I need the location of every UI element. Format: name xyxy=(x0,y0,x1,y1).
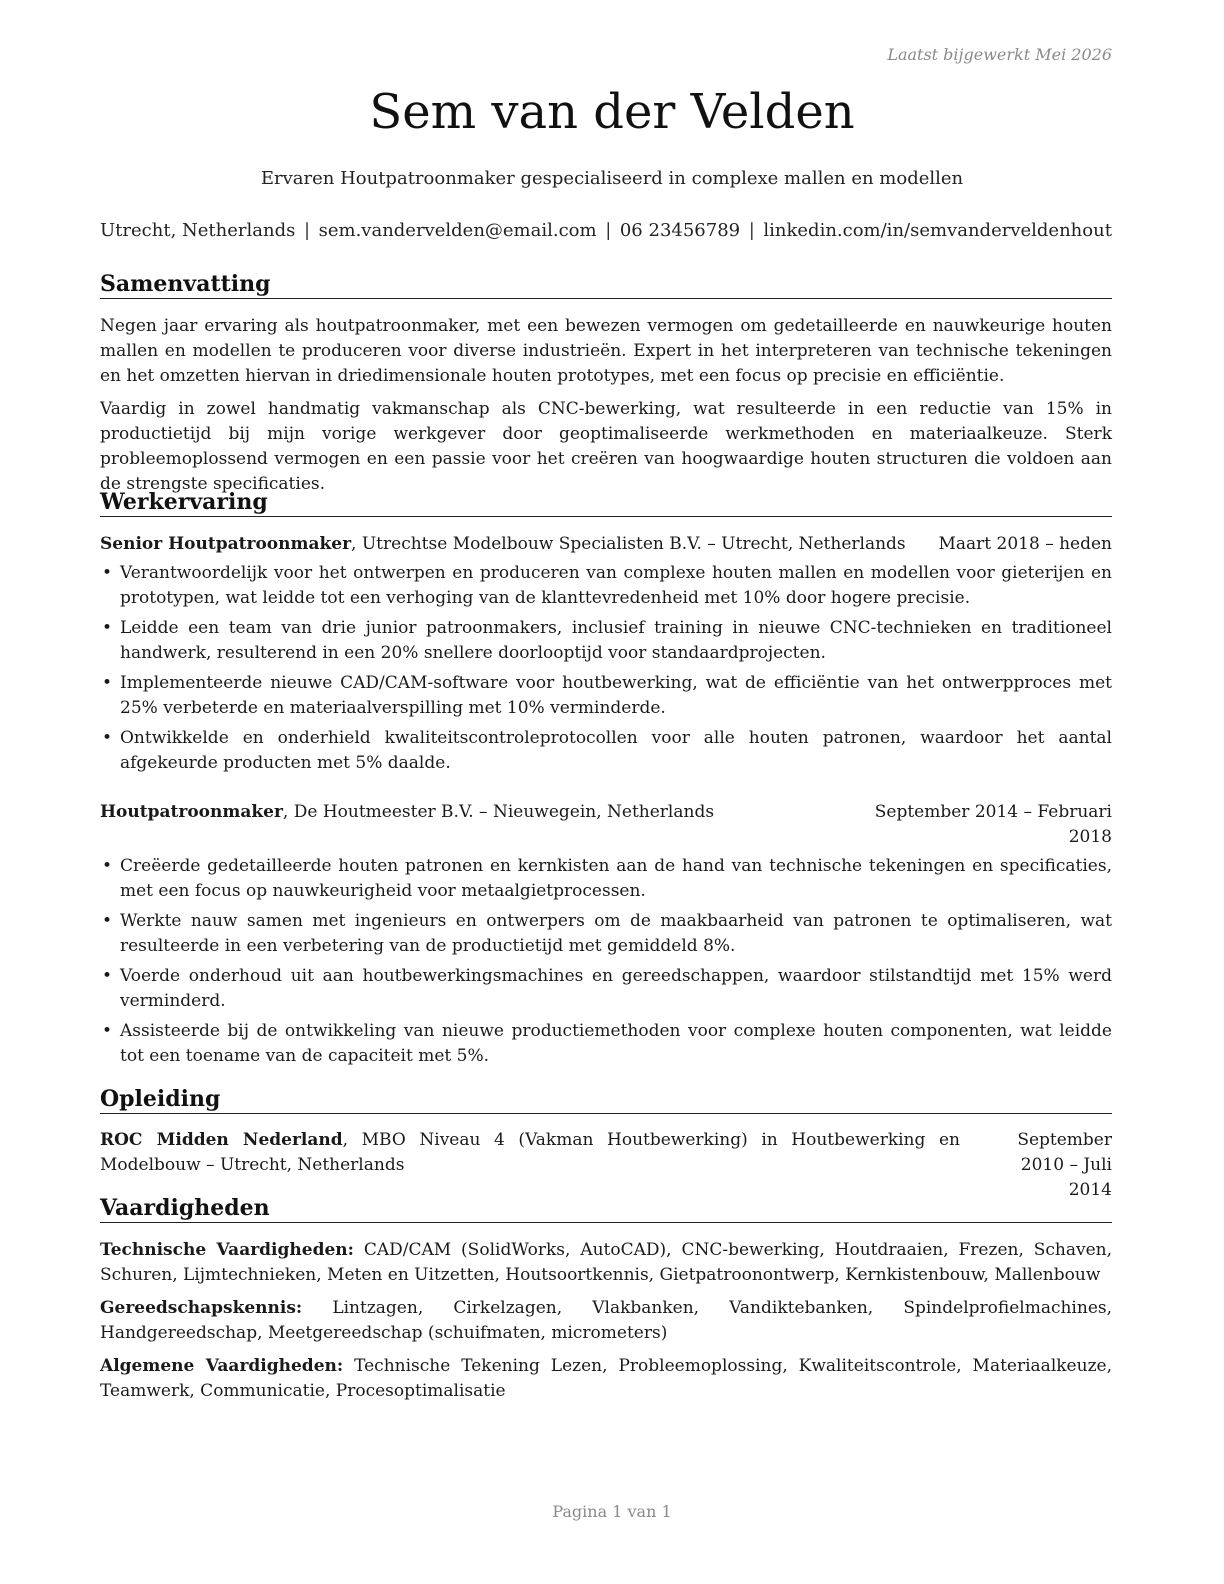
job-entry xyxy=(100,532,1112,781)
summary-section xyxy=(100,314,1112,497)
summary-paragraph: Negen jaar ervaring als houtpatroonmaker, met een bewezen vermogen om gedetailleerde en nauwkeurige houten mallen en modellen te produceren voor diverse industrieën. Expert in het interpreteren van technische tekeningen en het omzetten hiervan in driedimensionale houten prototypes, met een focus op precisie en efficiëntie. xyxy=(100,316,1112,386)
job-title-line xyxy=(100,532,906,557)
contact-separator: | xyxy=(303,220,311,241)
last-updated: Laatst bijgewerkt Mei 2026 xyxy=(887,45,1112,64)
education-entry xyxy=(100,1128,1112,1203)
job-dates: Maart 2018 – heden xyxy=(938,534,1112,554)
education-header xyxy=(100,1128,1112,1203)
job-dates: September 2014 – Februari 2018 xyxy=(874,802,1112,847)
job-entry xyxy=(100,800,1112,1074)
job-bullets xyxy=(100,854,1112,1069)
summary-paragraph: Vaardig in zowel handmatig vakmanschap als CNC-bewerking, wat resulteerde in een reductie van 15% in productietijd bij mijn vorige werkgever door geoptimaliseerde werkmethoden en materiaalkeuze. Sterk probleemoplossend vermogen en een passie voor het creëren van hoogwaardige houten structuren die voldoen aan de strengste specificaties. xyxy=(100,399,1112,494)
job-bullet: • Voerde onderhoud uit aan houtbewerkingsmachines en gereedschappen, waardoor stilstandtijd met 15% werd verminderd. xyxy=(100,964,1112,1014)
education-line xyxy=(100,1128,960,1203)
job-header xyxy=(100,800,1112,850)
page-number: Pagina 1 van 1 xyxy=(552,1502,672,1521)
section-title-skills: Vaardigheden xyxy=(100,1195,1112,1223)
job-role: Senior Houtpatroonmaker xyxy=(100,534,352,554)
job-bullet: • Verantwoordelijk voor het ontwerpen en produceren van complexe houten mallen en modellen voor gieterijen en prototypen, wat leidde tot een verhoging van de klanttevredenheid met 10% door hogere precisie. xyxy=(100,561,1112,611)
contact-location: Utrecht, Netherlands xyxy=(100,220,296,241)
education-school: ROC Midden Nederland xyxy=(100,1130,343,1150)
job-title-line xyxy=(100,800,714,850)
skill-group xyxy=(100,1238,1112,1288)
job-bullet: • Werkte nauw samen met ingenieurs en ontwerpers om de maakbaarheid van patronen te optimaliseren, wat resulteerde in een verbetering van de productietijd met gemiddeld 8%. xyxy=(100,909,1112,959)
job-bullet: • Assisteerde bij de ontwikkeling van nieuwe productiemethoden voor complexe houten componenten, wat leidde tot een toename van de capaciteit met 5%. xyxy=(100,1019,1112,1069)
skill-group-label: Technische Vaardigheden: xyxy=(100,1240,354,1260)
job-header xyxy=(100,532,1112,557)
section-title-experience: Werkervaring xyxy=(100,489,1112,517)
education-dates: September 2010 – Juli 2014 xyxy=(1017,1130,1112,1200)
job-bullet: • Implementeerde nieuwe CAD/CAM-software voor houtbewerking, wat de efficiëntie van het ontwerpproces met 25% verbeterde en materiaalverspilling met 10% verminderde. xyxy=(100,671,1112,721)
job-bullets xyxy=(100,561,1112,776)
job-bullet: • Leidde een team van drie junior patroonmakers, inclusief training in nieuwe CNC-technieken en traditioneel handwerk, resulterend in een 20% snellere doorlooptijd voor standaardprojecten. xyxy=(100,616,1112,666)
job-bullet: • Ontwikkelde en onderhield kwaliteitscontroleprotocollen voor alle houten patronen, waardoor het aantal afgekeurde producten met 5% daalde. xyxy=(100,726,1112,776)
skill-group-items: Lintzagen, Cirkelzagen, Vlakbanken, Vandiktebanken, Spindelprofielmachines, Handgereedschap, Meetgereedschap (schuifmaten, micrometers) xyxy=(100,1298,1113,1343)
job-company: , De Houtmeester B.V. – Nieuwegein, Netherlands xyxy=(282,802,715,822)
contact-phone[interactable]: 06 23456789 xyxy=(619,220,741,241)
section-title-summary: Samenvatting xyxy=(100,271,1112,299)
job-role: Houtpatroonmaker xyxy=(100,802,283,822)
skill-group-label: Gereedschapskennis: xyxy=(100,1298,303,1318)
job-bullet: • Creëerde gedetailleerde houten patronen en kernkisten aan de hand van technische tekeningen en specificaties, met een focus op nauwkeurigheid voor metaalgietprocessen. xyxy=(100,854,1112,904)
candidate-subtitle: Ervaren Houtpatroonmaker gespecialiseerd in complexe mallen en modellen xyxy=(260,168,964,189)
skill-group xyxy=(100,1354,1112,1404)
contact-bar xyxy=(100,220,1112,241)
job-company: , Utrechtse Modelbouw Specialisten B.V. – Utrecht, Netherlands xyxy=(351,534,906,554)
candidate-name: Sem van der Velden xyxy=(369,84,855,140)
contact-email[interactable]: sem.vandervelden@email.com xyxy=(318,220,597,241)
skill-group-label: Algemene Vaardigheden: xyxy=(100,1356,344,1376)
skill-group-items: CAD/CAM (SolidWorks, AutoCAD), CNC-bewerking, Houtdraaien, Frezen, Schaven, Schuren, Lijmtechnieken, Meten en Uitzetten, Houtsoortkennis, Gietpatroonontwerp, Kernkistenbouw, Mallenbouw xyxy=(100,1240,1113,1285)
education-details: , MBO Niveau 4 (Vakman Houtbewerking) in Houtbewerking en Modelbouw – Utrecht, Netherlands xyxy=(100,1130,960,1175)
skills-section xyxy=(100,1238,1112,1404)
contact-linkedin[interactable]: linkedin.com/in/semvanderveldenhout xyxy=(763,220,1112,241)
contact-separator: | xyxy=(605,220,612,241)
skill-group xyxy=(100,1296,1112,1346)
contact-separator: | xyxy=(748,220,755,241)
skill-group-items: Technische Tekening Lezen, Probleemoplossing, Kwaliteitscontrole, Materiaalkeuze, Teamwerk, Communicatie, Procesoptimalisatie xyxy=(100,1356,1112,1401)
section-title-education: Opleiding xyxy=(100,1086,1112,1114)
